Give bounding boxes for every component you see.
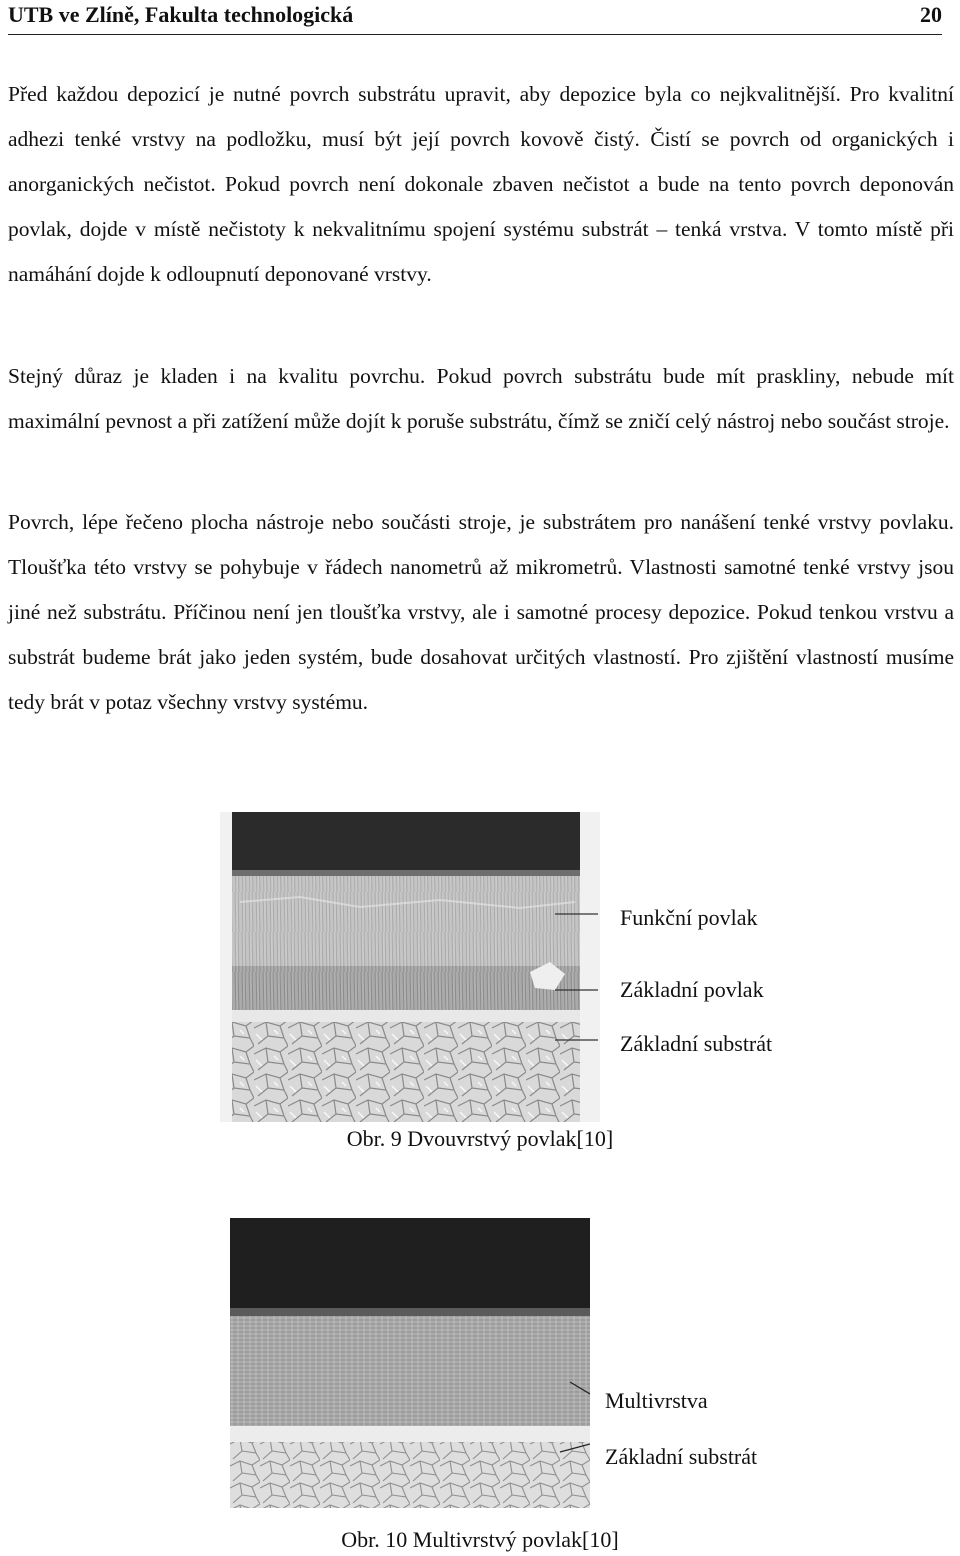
page-number: 20 [920, 2, 942, 27]
micrograph-multilayer-coating [230, 1218, 590, 1508]
label-base-substrate-2: Základní substrát [605, 1444, 758, 1469]
label-base-substrate: Základní substrát [620, 1031, 773, 1056]
label-functional-coating: Funkční povlak [620, 905, 758, 930]
figure-9-caption: Obr. 9 Dvouvrstvý povlak[10] [346, 1126, 614, 1151]
label-base-coating: Základní povlak [620, 977, 764, 1002]
paragraph-surface-quality: Stejný důraz je kladen i na kvalitu povrchu. Pokud povrch substrátu bude mít praskliny, nebude mít maximální pevnost a při zatížení může dojít k poruše substrátu, čímž se zničí celý nástroj nebo součást stroje. [8, 364, 954, 433]
header-title: UTB ve Zlíně, Fakulta technologická [8, 2, 354, 27]
figure-10-caption: Obr. 10 Multivrstvý povlak[10] [341, 1527, 619, 1552]
micrograph-two-layer-coating [220, 812, 600, 1122]
page-header [8, 0, 942, 35]
paragraph-substrate-layers: Povrch, lépe řečeno plocha nástroje nebo součásti stroje, je substrátem pro nanášení tenké vrstvy povlaku. Tloušťka této vrstvy se pohybuje v řádech nanometrů až mikrometrů. Vlastnosti samotné tenké vrstvy jsou jiné než substrátu. Příčinou není jen tloušťka vrstvy, ale i samotné procesy depozice. Pokud tenkou vrstvu a substrát budeme brát jako jeden systém, bude dosahovat určitých vlastností. Pro zjištění vlastností musíme tedy brát v potaz všechny vrstvy systému. [8, 510, 954, 714]
paragraph-surface-cleaning: Před každou depozicí je nutné povrch substrátu upravit, aby depozice byla co nejkvalitnější. Pro kvalitní adhezi tenké vrstvy na podložku, musí být její povrch kovově čistý. Čistí se povrch od organických i anorganických nečistot. Pokud povrch není dokonale zbaven nečistot a bude na tento povrch deponován povlak, dojde v místě nečistoty k nekvalitnímu spojení systému substrát – tenká vrstva. V tomto místě při namáhání dojde k odloupnutí deponované vrstvy. [8, 82, 954, 286]
label-multilayer: Multivrstva [605, 1388, 708, 1413]
